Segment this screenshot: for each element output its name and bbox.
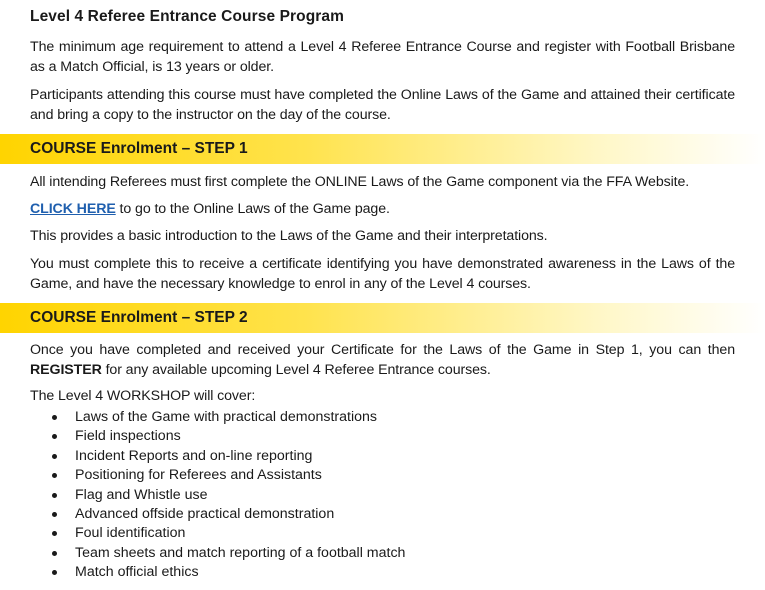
bullet-icon bbox=[52, 434, 57, 439]
list-item: Laws of the Game with practical demonstrations bbox=[52, 408, 405, 427]
link-description: to go to the Online Laws of the Game page. bbox=[115, 201, 390, 217]
bullet-icon bbox=[52, 531, 57, 536]
list-item: Match official ethics bbox=[52, 563, 405, 582]
bullet-icon bbox=[52, 493, 57, 498]
workshop-intro: The Level 4 WORKSHOP will cover: bbox=[30, 388, 256, 404]
click-here-link[interactable]: CLICK HERE bbox=[30, 201, 116, 217]
step2-title: COURSE Enrolment – STEP 2 bbox=[30, 309, 248, 326]
step2-header-band bbox=[0, 303, 765, 333]
step1-link-paragraph bbox=[30, 199, 735, 219]
bullet-icon bbox=[52, 454, 57, 459]
step1-header-band bbox=[0, 134, 765, 164]
step1-intro-paragraph: This provides a basic introduction to the Laws of the Game and their interpretations. bbox=[30, 228, 548, 244]
step2-register-paragraph bbox=[30, 340, 735, 380]
step1-title: COURSE Enrolment – STEP 1 bbox=[30, 140, 248, 157]
step2-text-b: for any available upcoming Level 4 Referee Entrance courses. bbox=[101, 362, 491, 378]
list-item: Field inspections bbox=[52, 427, 405, 446]
list-item: Flag and Whistle use bbox=[52, 486, 405, 505]
list-item: Foul identification bbox=[52, 524, 405, 543]
step1-certificate-paragraph: You must complete this to receive a certificate identifying you have demonstrated awareness in the Laws of the Game, and have the necessary knowledge to enrol in any of the Level 4 courses. bbox=[30, 256, 735, 292]
workshop-topics-list bbox=[52, 408, 405, 583]
list-item: Positioning for Referees and Assistants bbox=[52, 466, 405, 485]
page-title: Level 4 Referee Entrance Course Program bbox=[30, 8, 345, 25]
bullet-icon bbox=[52, 473, 57, 478]
register-emphasis: REGISTER bbox=[30, 362, 102, 378]
step2-text-a: Once you have completed and received your Certificate for the Laws of the Game in Step 1, you can then bbox=[30, 342, 735, 358]
bullet-icon bbox=[52, 570, 57, 575]
step1-online-paragraph: All intending Referees must first complete the ONLINE Laws of the Game component via the FFA Website. bbox=[30, 174, 690, 190]
intro-age-paragraph: The minimum age requirement to attend a Level 4 Referee Entrance Course and register with Football Brisbane as a Match Official, is 13 years or older. bbox=[30, 39, 735, 75]
bullet-icon bbox=[52, 512, 57, 517]
list-item: Incident Reports and on-line reporting bbox=[52, 447, 405, 466]
bullet-icon bbox=[52, 415, 57, 420]
intro-certificate-paragraph: Participants attending this course must have completed the Online Laws of the Game and attained their certificate and bring a copy to the instructor on the day of the course. bbox=[30, 87, 735, 123]
list-item: Advanced offside practical demonstration bbox=[52, 505, 405, 524]
bullet-icon bbox=[52, 551, 57, 556]
list-item: Team sheets and match reporting of a football match bbox=[52, 544, 405, 563]
